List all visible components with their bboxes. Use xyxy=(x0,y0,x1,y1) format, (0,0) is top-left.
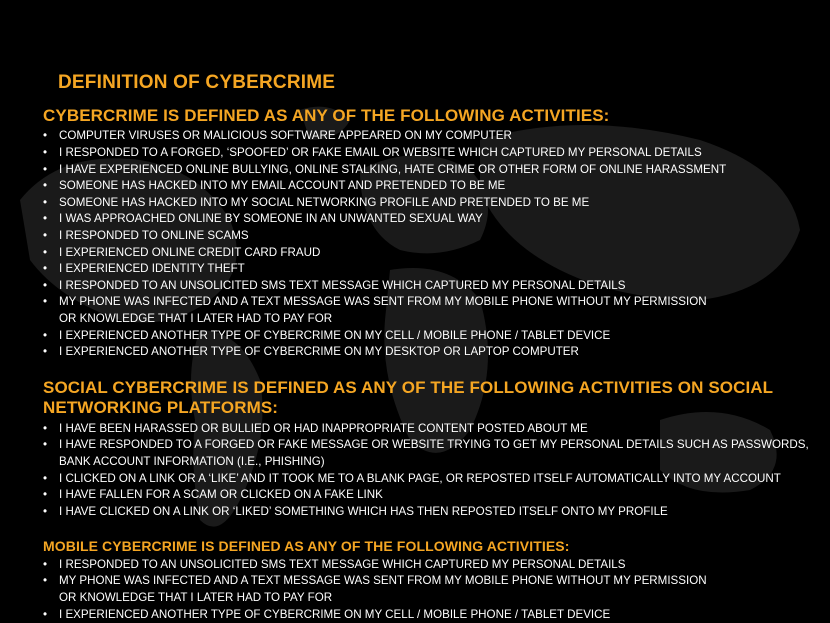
page-title: DEFINITION OF CYBERCRIME xyxy=(58,72,336,93)
list-item: • I HAVE EXPERIENCED ONLINE BULLYING, ONLINE STALKING, HATE CRIME OR OTHER FORM OF ONLINE HARASSMENT xyxy=(43,162,823,179)
section-heading: MOBILE CYBERCRIME IS DEFINED AS ANY OF THE FOLLOWING ACTIVITIES: xyxy=(43,538,570,554)
list-item: • I EXPERIENCED ONLINE CREDIT CARD FRAUD xyxy=(43,245,823,262)
list-item: • I RESPONDED TO A FORGED, ‘SPOOFED’ OR FAKE EMAIL OR WEBSITE WHICH CAPTURED MY PERSONAL DETAILS xyxy=(43,145,823,162)
social-cybercrime-section xyxy=(43,378,823,520)
list-item: • MY PHONE WAS INFECTED AND A TEXT MESSAGE WAS SENT FROM MY MOBILE PHONE WITHOUT MY PERMISSION OR KNOWLEDGE THAT I LATER HAD TO PAY FOR xyxy=(43,573,823,606)
list-item: • I RESPONDED TO AN UNSOLICITED SMS TEXT MESSAGE WHICH CAPTURED MY PERSONAL DETAILS xyxy=(43,557,823,574)
mobile-cybercrime-section xyxy=(43,538,823,623)
list-item: • I HAVE CLICKED ON A LINK OR ‘LIKED’ SOMETHING WHICH HAS THEN REPOSTED ITSELF ONTO MY PROFILE xyxy=(43,504,823,521)
list-item: • I WAS APPROACHED ONLINE BY SOMEONE IN AN UNWANTED SEXUAL WAY xyxy=(43,211,823,228)
section-heading: SOCIAL CYBERCRIME IS DEFINED AS ANY OF THE FOLLOWING ACTIVITIES ON SOCIAL NETWORKING PLATFORMS: xyxy=(43,378,773,418)
list-item: • I EXPERIENCED ANOTHER TYPE OF CYBERCRIME ON MY CELL / MOBILE PHONE / TABLET DEVICE xyxy=(43,607,823,623)
list-item: • SOMEONE HAS HACKED INTO MY SOCIAL NETWORKING PROFILE AND PRETENDED TO BE ME xyxy=(43,195,823,212)
list-item: • I HAVE BEEN HARASSED OR BULLIED OR HAD INAPPROPRIATE CONTENT POSTED ABOUT ME xyxy=(43,421,823,438)
list-item: • I RESPONDED TO AN UNSOLICITED SMS TEXT MESSAGE WHICH CAPTURED MY PERSONAL DETAILS xyxy=(43,278,823,295)
mobile-cybercrime-list xyxy=(43,557,823,623)
list-item: • SOMEONE HAS HACKED INTO MY EMAIL ACCOUNT AND PRETENDED TO BE ME xyxy=(43,178,823,195)
list-item: • MY PHONE WAS INFECTED AND A TEXT MESSAGE WAS SENT FROM MY MOBILE PHONE WITHOUT MY PERMISSION OR KNOWLEDGE THAT I LATER HAD TO PAY FOR xyxy=(43,294,823,327)
list-item: • I RESPONDED TO ONLINE SCAMS xyxy=(43,228,823,245)
section-heading: CYBERCRIME IS DEFINED AS ANY OF THE FOLLOWING ACTIVITIES: xyxy=(43,106,610,125)
list-item: • I EXPERIENCED ANOTHER TYPE OF CYBERCRIME ON MY DESKTOP OR LAPTOP COMPUTER xyxy=(43,344,823,361)
cybercrime-list xyxy=(43,128,823,360)
list-item: • I CLICKED ON A LINK OR A ‘LIKE’ AND IT TOOK ME TO A BLANK PAGE, OR REPOSTED ITSELF AUTOMATICALLY INTO MY ACCOUNT xyxy=(43,471,823,488)
list-item: • I HAVE RESPONDED TO A FORGED OR FAKE MESSAGE OR WEBSITE TRYING TO GET MY PERSONAL DETAILS SUCH AS PASSWORDS, BANK ACCOUNT INFORMATION (I.E., PHISHING) xyxy=(43,437,823,470)
list-item: • COMPUTER VIRUSES OR MALICIOUS SOFTWARE APPEARED ON MY COMPUTER xyxy=(43,128,823,145)
social-cybercrime-list xyxy=(43,421,823,521)
list-item: • I EXPERIENCED IDENTITY THEFT xyxy=(43,261,823,278)
list-item: • I HAVE FALLEN FOR A SCAM OR CLICKED ON A FAKE LINK xyxy=(43,487,823,504)
list-item: • I EXPERIENCED ANOTHER TYPE OF CYBERCRIME ON MY CELL / MOBILE PHONE / TABLET DEVICE xyxy=(43,328,823,345)
cybercrime-section xyxy=(43,106,823,361)
